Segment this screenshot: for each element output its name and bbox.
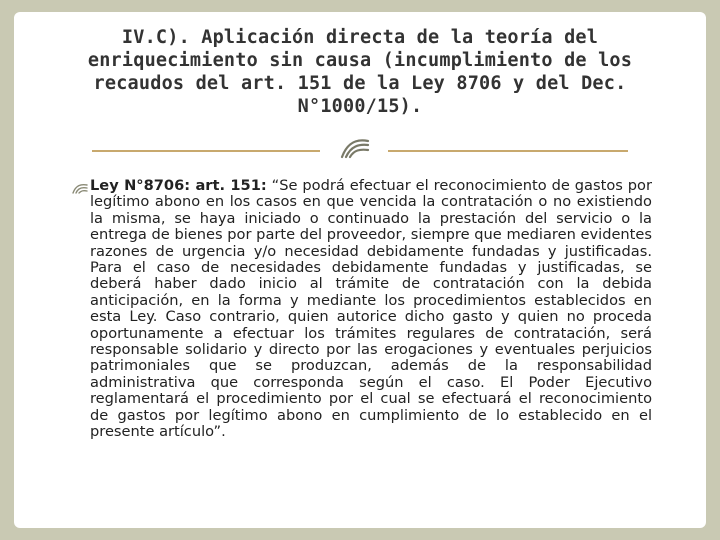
title-divider-right <box>388 150 628 152</box>
flourish-bullet-icon <box>72 183 88 195</box>
flourish-divider-icon <box>338 137 372 163</box>
title-divider-left <box>92 150 320 152</box>
bullet-text: “Se podrá efectuar el reconocimiento de gastos por legítimo abono en los casos en que vencida la contratación o no existiendo la misma, se haya iniciado o continuado la prestación del servicio o la entrega de bienes por parte del proveedor, siempre que mediaren evidentes razones de urgencia y/o necesidad debidamente fundadas y justificadas. Para el caso de necesidades debidamente fundadas y justificadas, se deberá haber dado inicio al trámite de contratación con la debida anticipación, en la forma y mediante los procedimientos establecidos en esta Ley. Caso contrario, quien autorice dicho gasto y quien no proceda oportunamente a efectuar los trámites regulares de contratación, será responsable solidario y directo por las erogaciones y eventuales perjuicios patrimoniales que se produzcan, además de la responsabilidad administrativa que corresponda según el caso. El Poder Ejecutivo reglamentará el procedimiento por el cual se efectuará el reconocimiento de gastos por legítimo abono en cumplimiento de lo establecido en el presente artículo”. <box>90 177 652 441</box>
slide-title: IV.C). Aplicación directa de la teoría del enriquecimiento sin causa (incumplimiento de los recaudos del art. 151 de la Ley 8706 y del Dec. N°1000/15). <box>87 27 633 117</box>
bullet-lead: Ley N°8706: art. 151: <box>90 177 267 194</box>
bullet-paragraph <box>90 178 652 441</box>
